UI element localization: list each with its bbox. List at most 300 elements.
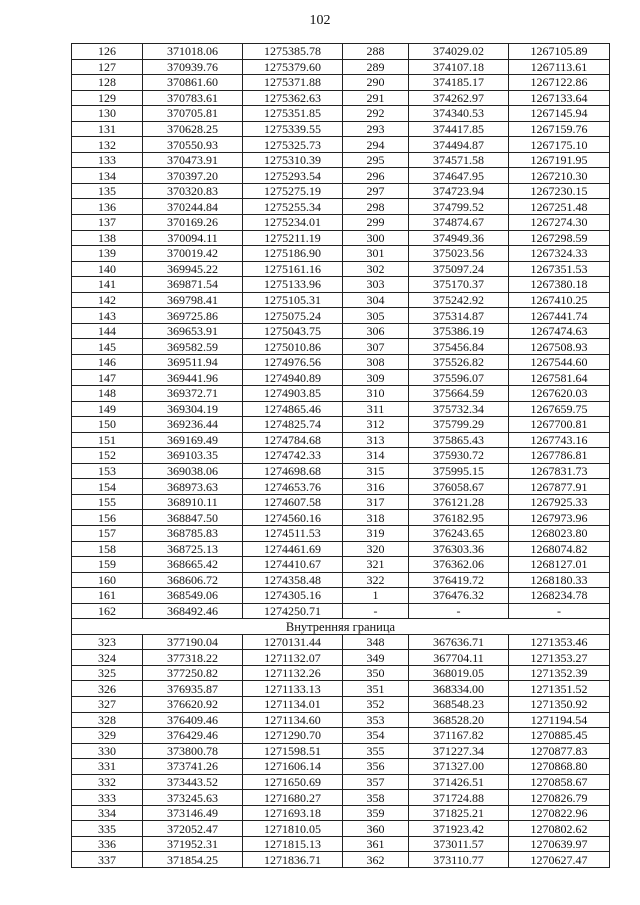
y-coordinate: 1274410.67 xyxy=(243,557,343,573)
y-coordinate: 1274742.33 xyxy=(243,448,343,464)
x-coordinate: 374571.58 xyxy=(409,152,509,168)
x-coordinate: 374029.02 xyxy=(409,44,509,60)
y-coordinate: 1267973.96 xyxy=(509,510,610,526)
table-row xyxy=(72,44,610,60)
point-number: 158 xyxy=(72,541,143,557)
table-row xyxy=(72,479,610,495)
x-coordinate: 370628.25 xyxy=(143,121,243,137)
point-number: 132 xyxy=(72,137,143,153)
y-coordinate: 1268074.82 xyxy=(509,541,610,557)
y-coordinate: 1268234.78 xyxy=(509,588,610,604)
point-number: 130 xyxy=(72,106,143,122)
point-number: 299 xyxy=(343,215,409,231)
x-coordinate: 373741.26 xyxy=(143,759,243,775)
point-number: 129 xyxy=(72,90,143,106)
table-row xyxy=(72,665,610,681)
y-coordinate: 1275161.16 xyxy=(243,261,343,277)
y-coordinate: 1274903.85 xyxy=(243,386,343,402)
x-coordinate: 368973.63 xyxy=(143,479,243,495)
y-coordinate: 1275234.01 xyxy=(243,215,343,231)
section-caption-row xyxy=(72,619,610,635)
y-coordinate: 1275325.73 xyxy=(243,137,343,153)
x-coordinate: 369038.06 xyxy=(143,463,243,479)
point-number: 328 xyxy=(72,712,143,728)
point-number: 348 xyxy=(343,634,409,650)
x-coordinate: 374262.97 xyxy=(409,90,509,106)
x-coordinate: 375386.19 xyxy=(409,323,509,339)
y-coordinate: 1275043.75 xyxy=(243,323,343,339)
point-number: 134 xyxy=(72,168,143,184)
point-number: 139 xyxy=(72,246,143,262)
x-coordinate: 368785.83 xyxy=(143,525,243,541)
y-coordinate: 1267351.53 xyxy=(509,261,610,277)
table-row xyxy=(72,199,610,215)
point-number: 312 xyxy=(343,417,409,433)
table-row xyxy=(72,417,610,433)
table-row xyxy=(72,354,610,370)
y-coordinate: 1275310.39 xyxy=(243,152,343,168)
x-coordinate: 376429.46 xyxy=(143,728,243,744)
table-row xyxy=(72,137,610,153)
table-row xyxy=(72,790,610,806)
point-number: 296 xyxy=(343,168,409,184)
point-number: 127 xyxy=(72,59,143,75)
y-coordinate: 1271351.52 xyxy=(509,681,610,697)
y-coordinate: 1275010.86 xyxy=(243,339,343,355)
x-coordinate: 369236.44 xyxy=(143,417,243,433)
point-number: 153 xyxy=(72,463,143,479)
table-row xyxy=(72,650,610,666)
point-number: 313 xyxy=(343,432,409,448)
x-coordinate: 375456.84 xyxy=(409,339,509,355)
point-number: 359 xyxy=(343,805,409,821)
point-number: 309 xyxy=(343,370,409,386)
point-number: 161 xyxy=(72,588,143,604)
x-coordinate: 370705.81 xyxy=(143,106,243,122)
point-number: 323 xyxy=(72,634,143,650)
y-coordinate: 1267191.95 xyxy=(509,152,610,168)
x-coordinate: 376620.92 xyxy=(143,696,243,712)
y-coordinate: 1275385.78 xyxy=(243,44,343,60)
x-coordinate: 373110.77 xyxy=(409,852,509,868)
x-coordinate: 375799.29 xyxy=(409,417,509,433)
point-number: 128 xyxy=(72,75,143,91)
y-coordinate: 1271350.92 xyxy=(509,696,610,712)
point-number: 140 xyxy=(72,261,143,277)
y-coordinate: 1275275.19 xyxy=(243,183,343,199)
y-coordinate: 1275339.55 xyxy=(243,121,343,137)
point-number: 156 xyxy=(72,510,143,526)
point-number: 301 xyxy=(343,246,409,262)
point-number: 297 xyxy=(343,183,409,199)
y-coordinate: 1275186.90 xyxy=(243,246,343,262)
x-coordinate: 368019.05 xyxy=(409,665,509,681)
x-coordinate: 369103.35 xyxy=(143,448,243,464)
x-coordinate: 369441.96 xyxy=(143,370,243,386)
point-number: 322 xyxy=(343,572,409,588)
table-row xyxy=(72,121,610,137)
x-coordinate: 369304.19 xyxy=(143,401,243,417)
table-row xyxy=(72,401,610,417)
point-number: 133 xyxy=(72,152,143,168)
point-number: 327 xyxy=(72,696,143,712)
point-number: 293 xyxy=(343,121,409,137)
point-number: 135 xyxy=(72,183,143,199)
x-coordinate: 369169.49 xyxy=(143,432,243,448)
y-coordinate: 1267410.25 xyxy=(509,292,610,308)
y-coordinate: 1271680.27 xyxy=(243,790,343,806)
x-coordinate: 375314.87 xyxy=(409,308,509,324)
y-coordinate: 1271598.51 xyxy=(243,743,343,759)
y-coordinate: 1267581.64 xyxy=(509,370,610,386)
point-number: 311 xyxy=(343,401,409,417)
y-coordinate: 1270802.62 xyxy=(509,821,610,837)
table-row xyxy=(72,152,610,168)
x-coordinate: 371825.21 xyxy=(409,805,509,821)
x-coordinate: 370244.84 xyxy=(143,199,243,215)
y-coordinate: 1274461.69 xyxy=(243,541,343,557)
y-coordinate: 1274511.53 xyxy=(243,525,343,541)
x-coordinate: 371854.25 xyxy=(143,852,243,868)
point-number: 146 xyxy=(72,354,143,370)
x-coordinate: 370473.91 xyxy=(143,152,243,168)
point-number: 302 xyxy=(343,261,409,277)
table-row xyxy=(72,743,610,759)
y-coordinate: 1271133.13 xyxy=(243,681,343,697)
x-coordinate: 376409.46 xyxy=(143,712,243,728)
y-coordinate: 1267743.16 xyxy=(509,432,610,448)
x-coordinate: 374494.87 xyxy=(409,137,509,153)
point-number: 308 xyxy=(343,354,409,370)
point-number: 149 xyxy=(72,401,143,417)
y-coordinate: 1274358.48 xyxy=(243,572,343,588)
y-coordinate: 1267251.48 xyxy=(509,199,610,215)
x-coordinate: 369725.86 xyxy=(143,308,243,324)
point-number: 141 xyxy=(72,277,143,293)
table-row xyxy=(72,588,610,604)
point-number: 319 xyxy=(343,525,409,541)
y-coordinate: 1271290.70 xyxy=(243,728,343,744)
y-coordinate: 1271353.46 xyxy=(509,634,610,650)
point-number: 152 xyxy=(72,448,143,464)
y-coordinate: 1274698.68 xyxy=(243,463,343,479)
x-coordinate: 370550.93 xyxy=(143,137,243,153)
y-coordinate: 1270822.96 xyxy=(509,805,610,821)
point-number: 145 xyxy=(72,339,143,355)
table-row xyxy=(72,183,610,199)
x-coordinate: 370397.20 xyxy=(143,168,243,184)
table-row xyxy=(72,494,610,510)
table-row xyxy=(72,261,610,277)
point-number: 289 xyxy=(343,59,409,75)
y-coordinate: 1271810.05 xyxy=(243,821,343,837)
y-coordinate: 1271352.39 xyxy=(509,665,610,681)
y-coordinate: 1275211.19 xyxy=(243,230,343,246)
x-coordinate: 376476.32 xyxy=(409,588,509,604)
point-number: 304 xyxy=(343,292,409,308)
point-number: 317 xyxy=(343,494,409,510)
table-row xyxy=(72,603,610,619)
table-row xyxy=(72,712,610,728)
y-coordinate: - xyxy=(509,603,610,619)
y-coordinate: 1275133.96 xyxy=(243,277,343,293)
y-coordinate: 1274865.46 xyxy=(243,401,343,417)
point-number: 352 xyxy=(343,696,409,712)
point-number: - xyxy=(343,603,409,619)
table-row xyxy=(72,525,610,541)
y-coordinate: 1271606.14 xyxy=(243,759,343,775)
point-number: 335 xyxy=(72,821,143,837)
point-number: 362 xyxy=(343,852,409,868)
table-row xyxy=(72,386,610,402)
point-number: 151 xyxy=(72,432,143,448)
point-number: 361 xyxy=(343,836,409,852)
x-coordinate: 368334.00 xyxy=(409,681,509,697)
point-number: 131 xyxy=(72,121,143,137)
x-coordinate: 368492.46 xyxy=(143,603,243,619)
x-coordinate: 369372.71 xyxy=(143,386,243,402)
y-coordinate: 1270885.45 xyxy=(509,728,610,744)
x-coordinate: 370019.42 xyxy=(143,246,243,262)
table-row xyxy=(72,805,610,821)
x-coordinate: 376243.65 xyxy=(409,525,509,541)
x-coordinate: 376362.06 xyxy=(409,557,509,573)
x-coordinate: 371923.42 xyxy=(409,821,509,837)
point-number: 333 xyxy=(72,790,143,806)
x-coordinate: 370169.26 xyxy=(143,215,243,231)
y-coordinate: 1267113.61 xyxy=(509,59,610,75)
x-coordinate: 374417.85 xyxy=(409,121,509,137)
table-row xyxy=(72,230,610,246)
x-coordinate: 370320.83 xyxy=(143,183,243,199)
point-number: 291 xyxy=(343,90,409,106)
x-coordinate: 367636.71 xyxy=(409,634,509,650)
point-number: 320 xyxy=(343,541,409,557)
table-row xyxy=(72,541,610,557)
y-coordinate: 1271134.01 xyxy=(243,696,343,712)
y-coordinate: 1270826.79 xyxy=(509,790,610,806)
y-coordinate: 1275371.88 xyxy=(243,75,343,91)
y-coordinate: 1267659.75 xyxy=(509,401,610,417)
y-coordinate: 1274784.68 xyxy=(243,432,343,448)
table-row xyxy=(72,821,610,837)
x-coordinate: 376303.36 xyxy=(409,541,509,557)
x-coordinate: 368549.06 xyxy=(143,588,243,604)
point-number: 143 xyxy=(72,308,143,324)
y-coordinate: 1271134.60 xyxy=(243,712,343,728)
table-row xyxy=(72,59,610,75)
y-coordinate: 1267700.81 xyxy=(509,417,610,433)
point-number: 157 xyxy=(72,525,143,541)
x-coordinate: 374949.36 xyxy=(409,230,509,246)
point-number: 324 xyxy=(72,650,143,666)
x-coordinate: 375023.56 xyxy=(409,246,509,262)
point-number: 332 xyxy=(72,774,143,790)
x-coordinate: 376058.67 xyxy=(409,479,509,495)
y-coordinate: 1267877.91 xyxy=(509,479,610,495)
table-row xyxy=(72,308,610,324)
y-coordinate: 1274305.16 xyxy=(243,588,343,604)
point-number: 331 xyxy=(72,759,143,775)
y-coordinate: 1274653.76 xyxy=(243,479,343,495)
y-coordinate: 1271194.54 xyxy=(509,712,610,728)
x-coordinate: 368548.23 xyxy=(409,696,509,712)
table-row xyxy=(72,339,610,355)
table-row xyxy=(72,215,610,231)
y-coordinate: 1271353.27 xyxy=(509,650,610,666)
y-coordinate: 1267831.73 xyxy=(509,463,610,479)
y-coordinate: 1270877.83 xyxy=(509,743,610,759)
x-coordinate: 374647.95 xyxy=(409,168,509,184)
point-number: 358 xyxy=(343,790,409,806)
point-number: 137 xyxy=(72,215,143,231)
y-coordinate: 1271836.71 xyxy=(243,852,343,868)
x-coordinate: 376935.87 xyxy=(143,681,243,697)
inner-boundary-rows xyxy=(72,634,610,867)
point-number: 303 xyxy=(343,277,409,293)
y-coordinate: 1274250.71 xyxy=(243,603,343,619)
x-coordinate: 373011.57 xyxy=(409,836,509,852)
y-coordinate: 1275075.24 xyxy=(243,308,343,324)
y-coordinate: 1267274.30 xyxy=(509,215,610,231)
x-coordinate: 371426.51 xyxy=(409,774,509,790)
x-coordinate: 369582.59 xyxy=(143,339,243,355)
x-coordinate: 369871.54 xyxy=(143,277,243,293)
table-row xyxy=(72,510,610,526)
table-row xyxy=(72,696,610,712)
point-number: 290 xyxy=(343,75,409,91)
y-coordinate: 1270627.47 xyxy=(509,852,610,868)
point-number: 326 xyxy=(72,681,143,697)
x-coordinate: 373245.63 xyxy=(143,790,243,806)
y-coordinate: 1267159.76 xyxy=(509,121,610,137)
y-coordinate: 1275351.85 xyxy=(243,106,343,122)
point-number: 148 xyxy=(72,386,143,402)
point-number: 159 xyxy=(72,557,143,573)
y-coordinate: 1267145.94 xyxy=(509,106,610,122)
x-coordinate: 375664.59 xyxy=(409,386,509,402)
x-coordinate: 371952.31 xyxy=(143,836,243,852)
table-row xyxy=(72,323,610,339)
x-coordinate: 374185.17 xyxy=(409,75,509,91)
outer-boundary-rows xyxy=(72,44,610,619)
point-number: 160 xyxy=(72,572,143,588)
point-number: 356 xyxy=(343,759,409,775)
x-coordinate: 376121.28 xyxy=(409,494,509,510)
point-number: 321 xyxy=(343,557,409,573)
y-coordinate: 1275362.63 xyxy=(243,90,343,106)
table-row xyxy=(72,634,610,650)
point-number: 336 xyxy=(72,836,143,852)
page-number: 102 xyxy=(309,13,331,28)
point-number: 298 xyxy=(343,199,409,215)
x-coordinate: 370783.61 xyxy=(143,90,243,106)
x-coordinate: 375170.37 xyxy=(409,277,509,293)
x-coordinate: 374723.94 xyxy=(409,183,509,199)
point-number: 349 xyxy=(343,650,409,666)
table-row xyxy=(72,463,610,479)
y-coordinate: 1270868.80 xyxy=(509,759,610,775)
table-row xyxy=(72,75,610,91)
table-row xyxy=(72,759,610,775)
y-coordinate: 1267133.64 xyxy=(509,90,610,106)
point-number: 334 xyxy=(72,805,143,821)
point-number: 136 xyxy=(72,199,143,215)
y-coordinate: 1271132.26 xyxy=(243,665,343,681)
point-number: 307 xyxy=(343,339,409,355)
x-coordinate: 371227.34 xyxy=(409,743,509,759)
table-row xyxy=(72,168,610,184)
x-coordinate: 371018.06 xyxy=(143,44,243,60)
x-coordinate: 374340.53 xyxy=(409,106,509,122)
point-number: 292 xyxy=(343,106,409,122)
y-coordinate: 1274825.74 xyxy=(243,417,343,433)
y-coordinate: 1268023.80 xyxy=(509,525,610,541)
x-coordinate: 377190.04 xyxy=(143,634,243,650)
point-number: 162 xyxy=(72,603,143,619)
y-coordinate: 1274976.56 xyxy=(243,354,343,370)
x-coordinate: 374107.18 xyxy=(409,59,509,75)
point-number: 142 xyxy=(72,292,143,308)
x-coordinate: 371327.00 xyxy=(409,759,509,775)
y-coordinate: 1274607.58 xyxy=(243,494,343,510)
x-coordinate: 375526.82 xyxy=(409,354,509,370)
x-coordinate: 375865.43 xyxy=(409,432,509,448)
x-coordinate: 373800.78 xyxy=(143,743,243,759)
point-number: 314 xyxy=(343,448,409,464)
x-coordinate: 368665.42 xyxy=(143,557,243,573)
x-coordinate: 369511.94 xyxy=(143,354,243,370)
y-coordinate: 1267441.74 xyxy=(509,308,610,324)
table-row xyxy=(72,277,610,293)
x-coordinate: 368847.50 xyxy=(143,510,243,526)
table-row xyxy=(72,774,610,790)
x-coordinate: 368910.11 xyxy=(143,494,243,510)
table-row xyxy=(72,106,610,122)
x-coordinate: 369653.91 xyxy=(143,323,243,339)
table-row xyxy=(72,852,610,868)
section-caption: Внутренняя граница xyxy=(72,619,610,635)
point-number: 310 xyxy=(343,386,409,402)
point-number: 325 xyxy=(72,665,143,681)
x-coordinate: 369798.41 xyxy=(143,292,243,308)
coordinates-table xyxy=(71,43,610,868)
y-coordinate: 1271650.69 xyxy=(243,774,343,790)
x-coordinate: 374799.52 xyxy=(409,199,509,215)
x-coordinate: 377250.82 xyxy=(143,665,243,681)
y-coordinate: 1267380.18 xyxy=(509,277,610,293)
x-coordinate: 369945.22 xyxy=(143,261,243,277)
y-coordinate: 1275293.54 xyxy=(243,168,343,184)
point-number: 306 xyxy=(343,323,409,339)
point-number: 300 xyxy=(343,230,409,246)
y-coordinate: 1274560.16 xyxy=(243,510,343,526)
y-coordinate: 1267175.10 xyxy=(509,137,610,153)
y-coordinate: 1270858.67 xyxy=(509,774,610,790)
x-coordinate: 371724.88 xyxy=(409,790,509,806)
y-coordinate: 1267324.33 xyxy=(509,246,610,262)
x-coordinate: 375930.72 xyxy=(409,448,509,464)
table-row xyxy=(72,572,610,588)
point-number: 154 xyxy=(72,479,143,495)
x-coordinate: 368725.13 xyxy=(143,541,243,557)
point-number: 318 xyxy=(343,510,409,526)
y-coordinate: 1267122.86 xyxy=(509,75,610,91)
y-coordinate: 1275379.60 xyxy=(243,59,343,75)
x-coordinate: 375732.34 xyxy=(409,401,509,417)
y-coordinate: 1271693.18 xyxy=(243,805,343,821)
x-coordinate: 368528.20 xyxy=(409,712,509,728)
